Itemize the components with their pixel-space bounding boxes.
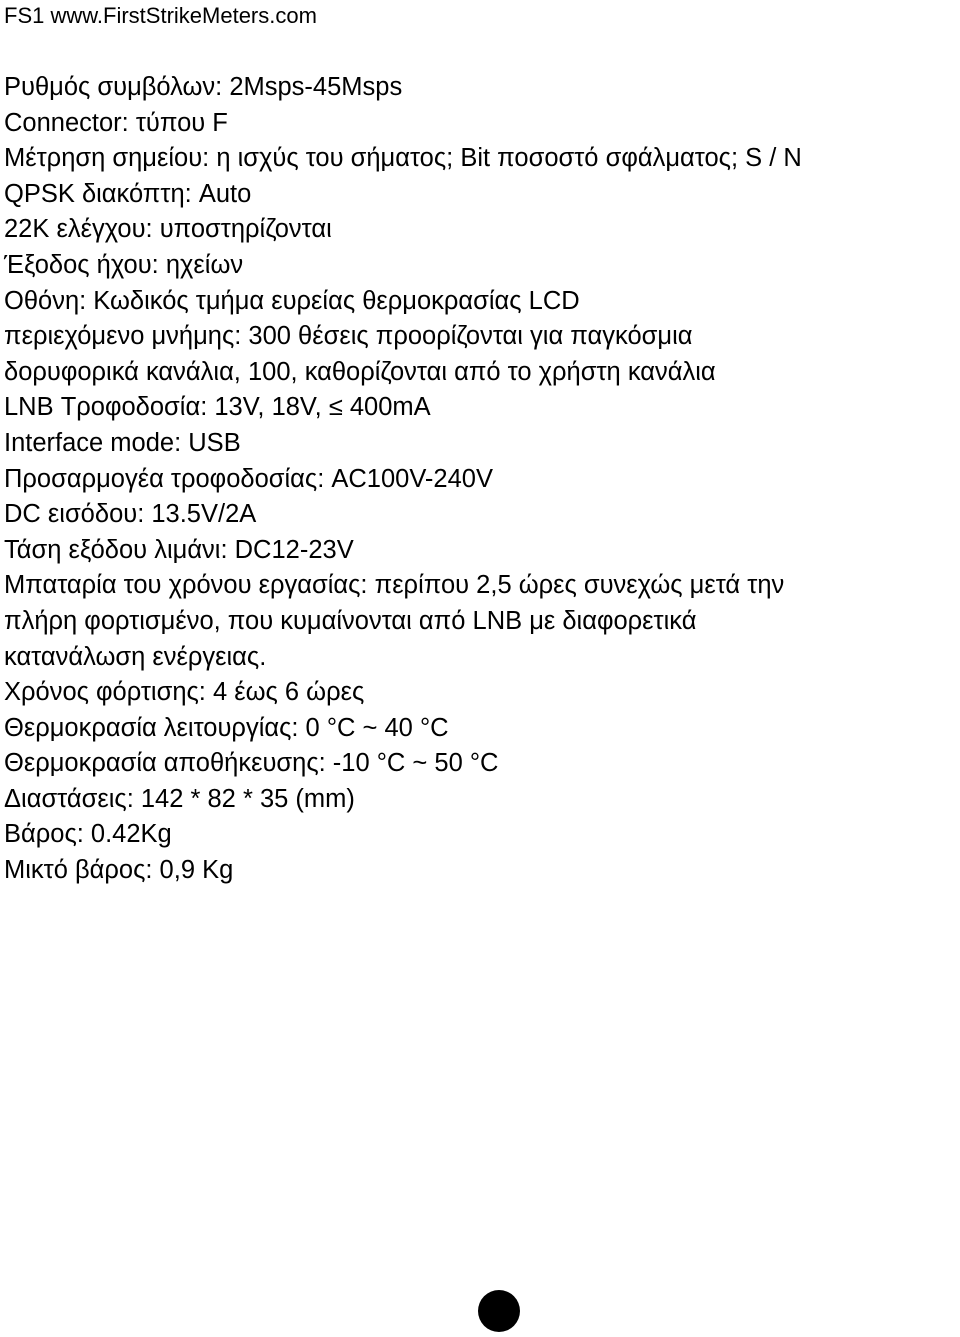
spec-interface-mode: Interface mode: USB — [4, 428, 241, 457]
spec-list — [4, 70, 956, 889]
spec-dimensions: Διαστάσεις: 142 * 82 * 35 (mm) — [4, 784, 355, 813]
spec-memory-line-2: δορυφορικά κανάλια, 100, καθορίζονται από το χρήστη κανάλια — [4, 357, 716, 386]
spec-operating-temperature: Θερμοκρασία λειτουργίας: 0 °C ~ 40 °C — [4, 713, 449, 742]
spec-port-output-voltage: Τάση εξόδου λιμάνι: DC12-23V — [4, 535, 354, 564]
spec-symbol-rate: Ρυθμός συμβόλων: 2Msps-45Msps — [4, 73, 403, 101]
spec-22k-control: 22K ελέγχου: υποστηρίζονται — [4, 215, 332, 244]
spec-power-adapter: Προσαρμογέα τροφοδοσίας: AC100V-240V — [4, 464, 493, 493]
spec-dc-input: DC εισόδου: 13.5V/2A — [4, 500, 257, 529]
spec-measurement-point: Μέτρηση σημείου: η ισχύς του σήματος; Bit ποσοστό σφάλματος; S / N — [4, 144, 802, 173]
spec-battery-line-1: Μπαταρία του χρόνου εργασίας: περίπου 2,5 ώρες συνεχώς μετά την — [4, 571, 785, 600]
bullet-dot-icon — [478, 1290, 520, 1332]
spec-battery-line-3: κατανάλωση ενέργειας. — [4, 642, 267, 671]
spec-charge-time: Χρόνος φόρτισης: 4 έως 6 ώρες — [4, 678, 365, 707]
spec-connector: Connector: τύπου F — [4, 108, 228, 137]
spec-weight: Βάρος: 0.42Kg — [4, 820, 172, 849]
spec-qpsk-switch: QPSK διακόπτη: Auto — [4, 179, 252, 208]
spec-audio-output: Έξοδος ήχου: ηχείων — [4, 250, 244, 279]
page-header: FS1 www.FirstStrikeMeters.com — [4, 3, 317, 28]
spec-battery-line-2: πλήρη φορτισμένο, που κυμαίνονται από LNB με διαφορετικά — [4, 606, 697, 635]
spec-storage-temperature: Θερμοκρασία αποθήκευσης: -10 °C ~ 50 °C — [4, 749, 499, 778]
spec-memory-line-1: περιεχόμενο μνήμης: 300 θέσεις προορίζονται για παγκόσμια — [4, 322, 693, 351]
spec-lnb-power: LNB Τροφοδοσία: 13V, 18V, ≤ 400mA — [4, 393, 431, 422]
spec-gross-weight: Μικτό βάρος: 0,9 Kg — [4, 856, 234, 885]
spec-display: Οθόνη: Κωδικός τμήμα ευρείας θερμοκρασίας LCD — [4, 286, 580, 315]
